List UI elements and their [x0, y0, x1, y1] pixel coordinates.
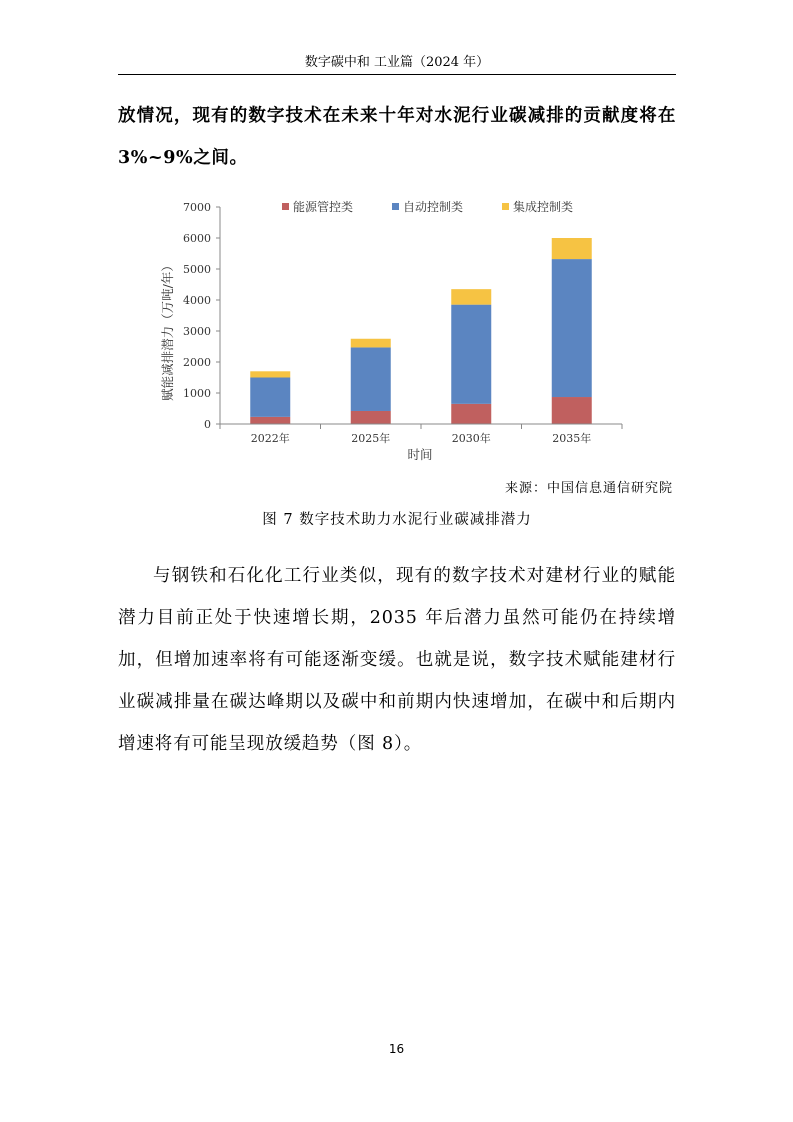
bar-segment-1-2025年 — [351, 411, 391, 424]
chart-legend — [282, 199, 573, 214]
y-axis-label: 赋能减排潜力（万吨/年） — [160, 259, 175, 401]
legend-swatch — [502, 203, 509, 210]
chart-bars — [250, 238, 592, 424]
y-tick-label: 7000 — [183, 201, 211, 214]
y-tick-label: 1000 — [183, 387, 211, 400]
bar-chart — [160, 192, 630, 472]
bar-segment-3-2035年 — [552, 238, 592, 259]
bar-segment-2-2035年 — [552, 259, 592, 397]
x-axis — [220, 424, 622, 445]
bar-segment-3-2030年 — [451, 289, 491, 305]
bar-segment-2-2025年 — [351, 347, 391, 411]
y-tick-label: 2000 — [183, 356, 211, 369]
header-rule — [118, 74, 676, 75]
bar-segment-3-2022年 — [250, 371, 290, 377]
legend-swatch — [282, 203, 289, 210]
y-tick-label: 5000 — [183, 263, 211, 276]
figure-caption: 图 7 数字技术助力水泥行业碳减排潜力 — [262, 512, 532, 528]
paragraph-intro: 放情况，现有的数字技术在未来十年对水泥行业碳减排的贡献度将在3%~9%之间。 — [118, 106, 676, 168]
bar-segment-1-2022年 — [250, 417, 290, 424]
x-tick-label: 2022年 — [250, 432, 290, 445]
x-tick-label: 2035年 — [552, 432, 592, 445]
paragraph-body: 与钢铁和石化化工行业类似，现有的数字技术对建材行业的赋能潜力目前正处于快速增长期，2035 年后潜力虽然可能仍在持续增加，但增加速率将有可能逐渐变缓。也就是说，数字技术赋能建材行业碳减排量在碳达峰期以及碳中和前期内快速增加，在碳中和后期内增速将有可能呈现放缓趋势（图 8）。 — [118, 566, 676, 754]
bar-segment-1-2035年 — [552, 397, 592, 424]
legend-label: 自动控制类 — [403, 200, 464, 214]
legend-label: 能源管控类 — [293, 200, 354, 214]
bar-segment-2-2030年 — [451, 305, 491, 404]
y-tick-label: 3000 — [183, 325, 211, 338]
x-tick-label: 2030年 — [451, 432, 491, 445]
legend-swatch — [392, 203, 399, 210]
bar-segment-1-2030年 — [451, 404, 491, 424]
legend-label: 集成控制类 — [513, 200, 574, 214]
x-tick-label: 2025年 — [351, 432, 391, 445]
page-number: 16 — [388, 1042, 405, 1056]
figure-source: 来源：中国信息通信研究院 — [504, 481, 673, 496]
y-tick-label: 0 — [204, 418, 211, 431]
y-tick-label: 6000 — [183, 232, 211, 245]
x-axis-label: 时间 — [407, 447, 433, 462]
running-header: 数字碳中和 工业篇（2024 年） — [304, 55, 490, 70]
y-tick-label: 4000 — [183, 294, 211, 307]
bar-segment-3-2025年 — [351, 339, 391, 348]
y-axis — [183, 201, 220, 431]
bar-segment-2-2022年 — [250, 378, 290, 417]
